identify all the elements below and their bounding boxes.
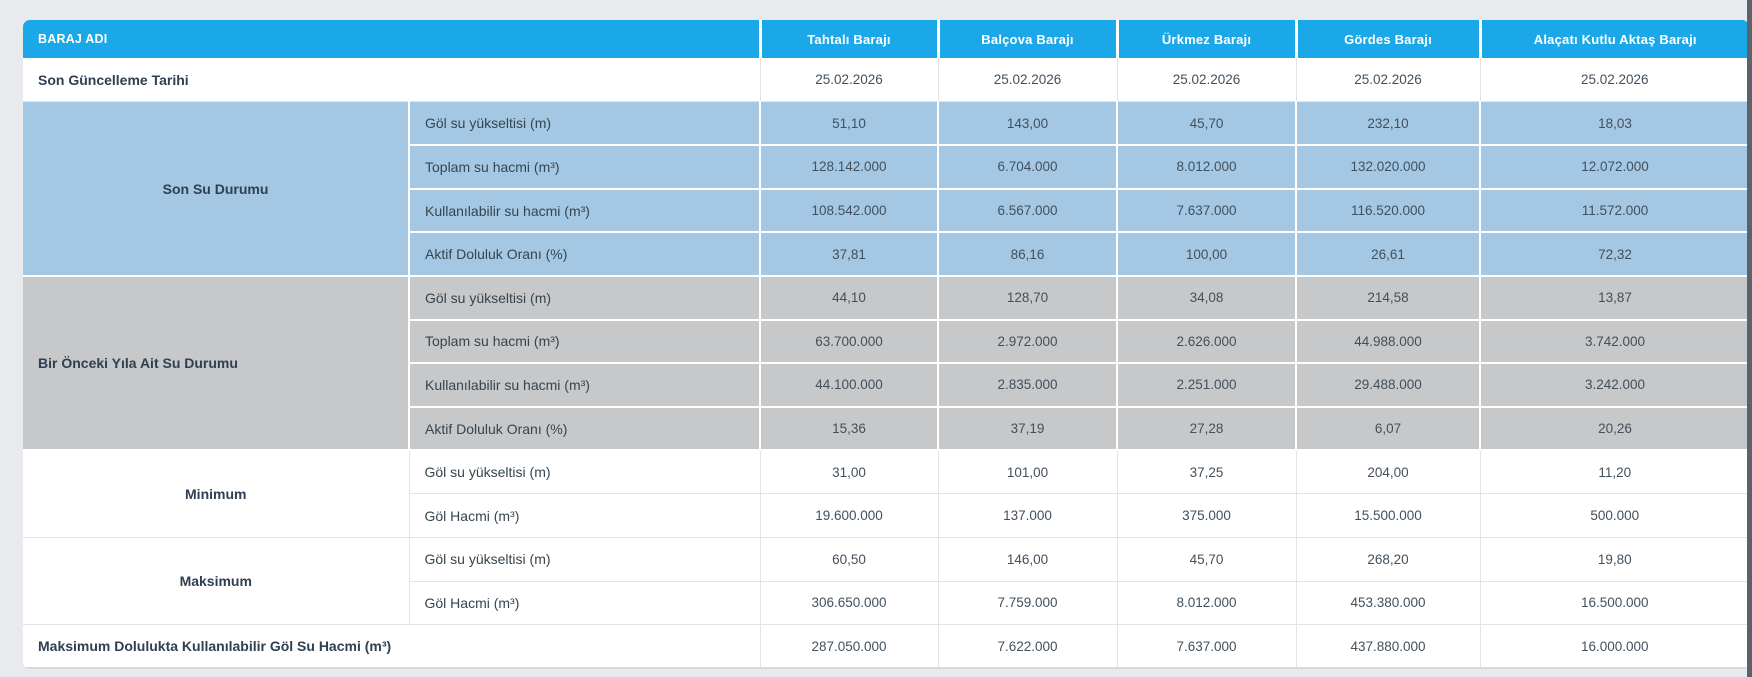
value-cell: 500.000 [1480,494,1749,538]
row-label: Göl Hacmi (m³) [409,581,760,625]
row-label: Aktif Doluluk Oranı (%) [409,232,760,276]
value-cell: 51,10 [760,102,938,146]
value-cell: 44,10 [760,276,938,320]
dam-column-header-0: Tahtalı Barajı [760,20,938,58]
value-cell: 7.759.000 [938,581,1117,625]
section-row-minimum [23,450,1749,494]
section-row-son-su-durumu [23,102,1749,146]
value-cell: 7.637.000 [1117,189,1296,233]
value-cell: 100,00 [1117,232,1296,276]
row-label: Göl su yükseltisi (m) [409,276,760,320]
header-row [23,20,1749,58]
value-cell: 146,00 [938,538,1117,582]
section-label-maksimum: Maksimum [23,538,409,625]
value-cell: 306.650.000 [760,581,938,625]
value-cell: 45,70 [1117,538,1296,582]
value-cell: 31,00 [760,450,938,494]
dam-status-table [23,20,1749,669]
update-date-row [23,58,1749,102]
row-label: Göl su yükseltisi (m) [409,450,760,494]
update-date-value: 25.02.2026 [1117,58,1296,102]
row-label: Kullanılabilir su hacmi (m³) [409,189,760,233]
value-cell: 128.142.000 [760,145,938,189]
dam-status-table-container [23,20,1749,669]
row-label: Göl Hacmi (m³) [409,494,760,538]
row-label: Toplam su hacmi (m³) [409,145,760,189]
value-cell: 7.622.000 [938,625,1117,669]
update-date-label: Son Güncelleme Tarihi [23,58,760,102]
value-cell: 11.572.000 [1480,189,1749,233]
value-cell: 2.626.000 [1117,320,1296,364]
value-cell: 63.700.000 [760,320,938,364]
value-cell: 2.835.000 [938,363,1117,407]
value-cell: 44.100.000 [760,363,938,407]
value-cell: 8.012.000 [1117,145,1296,189]
value-cell: 18,03 [1480,102,1749,146]
value-cell: 44.988.000 [1296,320,1480,364]
value-cell: 12.072.000 [1480,145,1749,189]
value-cell: 132.020.000 [1296,145,1480,189]
section-label-onceki-yil-su-durumu: Bir Önceki Yıla Ait Su Durumu [23,276,409,450]
row-label: Kullanılabilir su hacmi (m³) [409,363,760,407]
value-cell: 72,32 [1480,232,1749,276]
value-cell: 37,19 [938,407,1117,451]
value-cell: 2.972.000 [938,320,1117,364]
update-date-value: 25.02.2026 [938,58,1117,102]
value-cell: 101,00 [938,450,1117,494]
value-cell: 6.567.000 [938,189,1117,233]
value-cell: 287.050.000 [760,625,938,669]
dam-column-header-2: Ürkmez Barajı [1117,20,1296,58]
row-label: Aktif Doluluk Oranı (%) [409,407,760,451]
dam-column-header-3: Gördes Barajı [1296,20,1480,58]
dam-column-header-4: Alaçatı Kutlu Aktaş Barajı [1480,20,1749,58]
value-cell: 29.488.000 [1296,363,1480,407]
value-cell: 8.012.000 [1117,581,1296,625]
value-cell: 6,07 [1296,407,1480,451]
value-cell: 26,61 [1296,232,1480,276]
value-cell: 37,81 [760,232,938,276]
section-row-maksimum [23,538,1749,582]
value-cell: 20,26 [1480,407,1749,451]
value-cell: 232,10 [1296,102,1480,146]
value-cell: 15.500.000 [1296,494,1480,538]
value-cell: 13,87 [1480,276,1749,320]
value-cell: 268,20 [1296,538,1480,582]
value-cell: 11,20 [1480,450,1749,494]
dam-column-header-1: Balçova Barajı [938,20,1117,58]
value-cell: 6.704.000 [938,145,1117,189]
value-cell: 7.637.000 [1117,625,1296,669]
value-cell: 45,70 [1117,102,1296,146]
value-cell: 214,58 [1296,276,1480,320]
value-cell: 19,80 [1480,538,1749,582]
section-label-minimum: Minimum [23,450,409,537]
value-cell: 27,28 [1117,407,1296,451]
row-label: Göl su yükseltisi (m) [409,102,760,146]
value-cell: 37,25 [1117,450,1296,494]
value-cell: 128,70 [938,276,1117,320]
row-label: Göl su yükseltisi (m) [409,538,760,582]
value-cell: 137.000 [938,494,1117,538]
right-edge-scrollbar[interactable] [1747,0,1752,677]
value-cell: 34,08 [1117,276,1296,320]
max-usable-volume-row [23,625,1749,669]
value-cell: 60,50 [760,538,938,582]
section-row-onceki-yil-su-durumu [23,276,1749,320]
value-cell: 86,16 [938,232,1117,276]
update-date-value: 25.02.2026 [1296,58,1480,102]
value-cell: 437.880.000 [1296,625,1480,669]
value-cell: 15,36 [760,407,938,451]
section-label-son-su-durumu: Son Su Durumu [23,102,409,276]
value-cell: 2.251.000 [1117,363,1296,407]
baraj-adi-header: BARAJ ADI [23,20,760,58]
row-label: Toplam su hacmi (m³) [409,320,760,364]
value-cell: 16.000.000 [1480,625,1749,669]
value-cell: 19.600.000 [760,494,938,538]
update-date-value: 25.02.2026 [1480,58,1749,102]
value-cell: 3.242.000 [1480,363,1749,407]
value-cell: 16.500.000 [1480,581,1749,625]
value-cell: 108.542.000 [760,189,938,233]
max-usable-volume-label: Maksimum Dolulukta Kullanılabilir Göl Su Hacmi (m³) [23,625,760,669]
update-date-value: 25.02.2026 [760,58,938,102]
value-cell: 375.000 [1117,494,1296,538]
value-cell: 204,00 [1296,450,1480,494]
value-cell: 3.742.000 [1480,320,1749,364]
value-cell: 116.520.000 [1296,189,1480,233]
value-cell: 143,00 [938,102,1117,146]
value-cell: 453.380.000 [1296,581,1480,625]
